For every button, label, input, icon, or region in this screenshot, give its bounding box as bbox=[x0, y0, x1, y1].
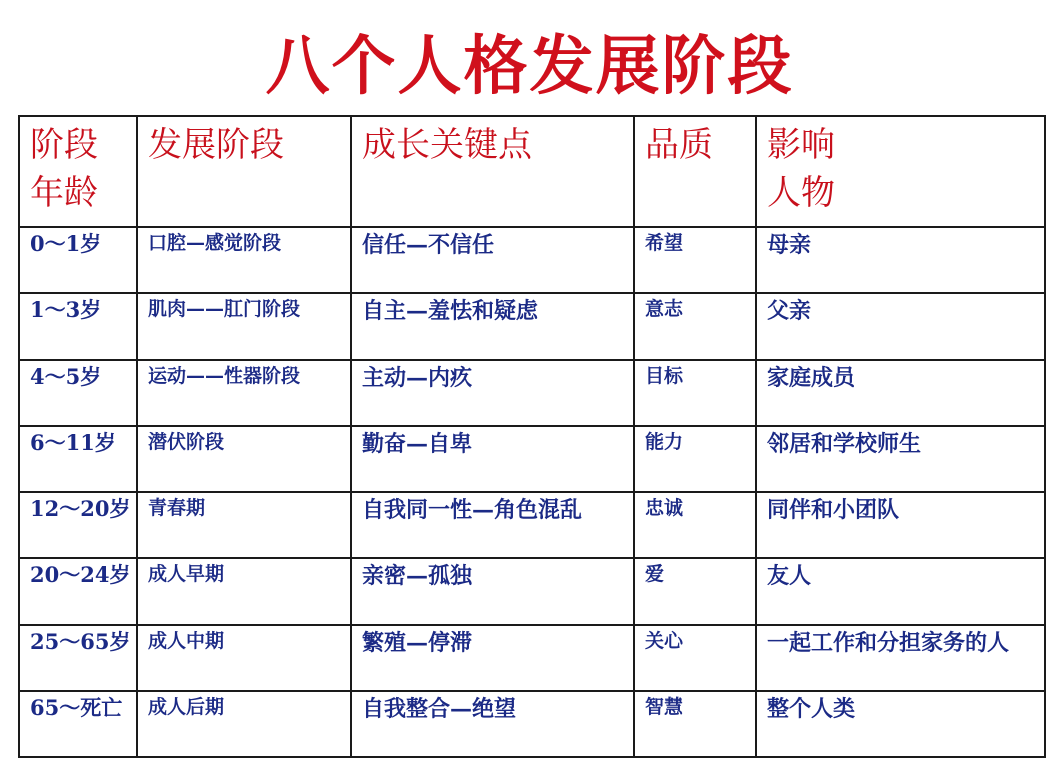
cell-person: 父亲 bbox=[756, 293, 1045, 359]
cell-stage: 潜伏阶段 bbox=[137, 426, 351, 492]
table-row bbox=[19, 293, 1045, 359]
cell-age: 0～1岁 bbox=[19, 227, 137, 293]
cell-quality: 爱 bbox=[634, 558, 756, 624]
cell-key: 繁殖—停滞 bbox=[351, 625, 634, 691]
table-row bbox=[19, 426, 1045, 492]
cell-key: 自主—羞怯和疑虑 bbox=[351, 293, 634, 359]
header-person bbox=[756, 116, 1045, 227]
header-row bbox=[19, 116, 1045, 227]
cell-quality: 关心 bbox=[634, 625, 756, 691]
cell-stage: 肌肉——肛门阶段 bbox=[137, 293, 351, 359]
table-row bbox=[19, 691, 1045, 757]
cell-stage: 口腔—感觉阶段 bbox=[137, 227, 351, 293]
cell-person: 同伴和小团队 bbox=[756, 492, 1045, 558]
cell-age: 65～死亡 bbox=[19, 691, 137, 757]
table-row bbox=[19, 625, 1045, 691]
cell-quality: 希望 bbox=[634, 227, 756, 293]
table-row bbox=[19, 492, 1045, 558]
cell-person: 邻居和学校师生 bbox=[756, 426, 1045, 492]
cell-stage: 成人早期 bbox=[137, 558, 351, 624]
cell-key: 自我整合—绝望 bbox=[351, 691, 634, 757]
cell-age: 25～65岁 bbox=[19, 625, 137, 691]
header-age-line1: 阶段 bbox=[30, 125, 98, 165]
cell-quality: 意志 bbox=[634, 293, 756, 359]
header-age-line2: 年龄 bbox=[30, 173, 98, 213]
cell-person: 友人 bbox=[756, 558, 1045, 624]
cell-person: 整个人类 bbox=[756, 691, 1045, 757]
cell-key: 主动—内疚 bbox=[351, 360, 634, 426]
header-quality: 品质 bbox=[634, 116, 756, 227]
cell-key: 勤奋—自卑 bbox=[351, 426, 634, 492]
cell-key: 亲密—孤独 bbox=[351, 558, 634, 624]
table-row bbox=[19, 360, 1045, 426]
cell-stage: 成人后期 bbox=[137, 691, 351, 757]
cell-person: 母亲 bbox=[756, 227, 1045, 293]
header-age bbox=[19, 116, 137, 227]
cell-stage: 青春期 bbox=[137, 492, 351, 558]
stages-table bbox=[18, 115, 1046, 758]
cell-age: 12～20岁 bbox=[19, 492, 137, 558]
cell-age: 1～3岁 bbox=[19, 293, 137, 359]
page-title: 八个人格发展阶段 bbox=[265, 29, 794, 104]
header-person-line2: 人物 bbox=[767, 173, 835, 213]
cell-age: 20～24岁 bbox=[19, 558, 137, 624]
cell-person: 家庭成员 bbox=[756, 360, 1045, 426]
cell-quality: 忠诚 bbox=[634, 492, 756, 558]
cell-quality: 智慧 bbox=[634, 691, 756, 757]
cell-key: 信任—不信任 bbox=[351, 227, 634, 293]
header-person-line1: 影响 bbox=[767, 125, 835, 165]
header-stage: 发展阶段 bbox=[137, 116, 351, 227]
cell-quality: 能力 bbox=[634, 426, 756, 492]
table-row bbox=[19, 227, 1045, 293]
cell-age: 6～11岁 bbox=[19, 426, 137, 492]
cell-key: 自我同一性—角色混乱 bbox=[351, 492, 634, 558]
header-key: 成长关键点 bbox=[351, 116, 634, 227]
cell-stage: 成人中期 bbox=[137, 625, 351, 691]
cell-stage: 运动——性器阶段 bbox=[137, 360, 351, 426]
cell-quality: 目标 bbox=[634, 360, 756, 426]
cell-person: 一起工作和分担家务的人 bbox=[756, 625, 1045, 691]
table-row bbox=[19, 558, 1045, 624]
cell-age: 4～5岁 bbox=[19, 360, 137, 426]
